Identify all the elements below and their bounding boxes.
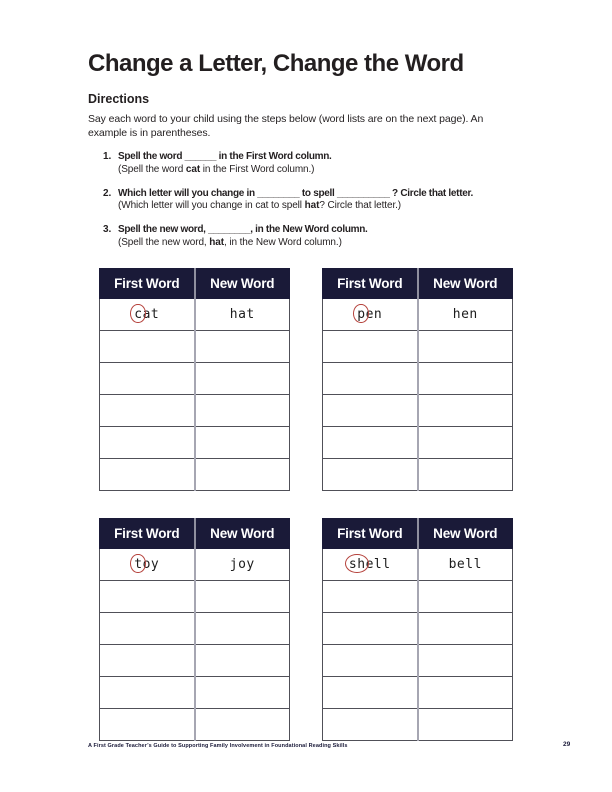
new-word-header: New Word — [418, 519, 513, 549]
directions-heading: Directions — [88, 92, 150, 106]
empty-new-word-cell — [418, 677, 513, 709]
table-row — [100, 613, 290, 645]
table-row — [100, 645, 290, 677]
empty-first-word-cell — [100, 363, 195, 395]
empty-new-word-cell — [195, 427, 290, 459]
footer-title: A First Grade Teacher’s Guide to Supporting Family Involvement in Foundational Reading Skills — [88, 743, 348, 749]
empty-first-word-cell — [323, 395, 418, 427]
first-word-cell — [100, 549, 195, 581]
empty-new-word-cell — [418, 709, 513, 741]
step-2-instruction: Which letter will you change in ________ to spell __________ ? Circle that letter. — [118, 187, 474, 199]
new-word-header: New Word — [418, 269, 513, 299]
empty-new-word-cell — [195, 395, 290, 427]
first-word-cell — [323, 549, 418, 581]
empty-first-word-cell — [323, 645, 418, 677]
step-1-number: 1. — [103, 151, 112, 162]
step-1-instruction: Spell the word ______ in the First Word column. — [118, 151, 332, 162]
empty-first-word-cell — [100, 677, 195, 709]
table-row — [323, 459, 513, 491]
new-word-cell: joy — [195, 549, 290, 581]
table-row — [100, 549, 290, 581]
first-word-header: First Word — [100, 519, 195, 549]
empty-new-word-cell — [418, 331, 513, 363]
circled-letter: t — [134, 557, 143, 572]
table-row — [323, 645, 513, 677]
table-row — [323, 331, 513, 363]
word-tables-grid — [99, 268, 513, 741]
new-word-cell: bell — [418, 549, 513, 581]
empty-new-word-cell — [418, 427, 513, 459]
first-word-header: First Word — [323, 269, 418, 299]
table-row — [323, 581, 513, 613]
table-header-row — [100, 519, 290, 549]
empty-new-word-cell — [195, 363, 290, 395]
empty-new-word-cell — [418, 395, 513, 427]
empty-first-word-cell — [100, 395, 195, 427]
empty-first-word-cell — [100, 645, 195, 677]
empty-new-word-cell — [195, 581, 290, 613]
intro-line-1: Say each word to your child using the steps below (word lists are on the next page). An — [88, 113, 484, 125]
step-3-number: 3. — [103, 224, 112, 235]
intro-paragraph — [88, 112, 538, 140]
circled-letters: sh — [348, 557, 366, 572]
empty-first-word-cell — [100, 427, 195, 459]
table-row — [100, 677, 290, 709]
empty-new-word-cell — [418, 363, 513, 395]
table-row — [100, 331, 290, 363]
empty-first-word-cell — [323, 363, 418, 395]
word-table-cat-hat — [99, 268, 290, 491]
new-word-header: New Word — [195, 519, 290, 549]
first-word-cell — [323, 299, 418, 331]
step-1-example — [118, 164, 332, 177]
page-title: Change a Letter, Change the Word — [88, 50, 464, 77]
empty-new-word-cell — [195, 677, 290, 709]
first-word-header: First Word — [323, 519, 418, 549]
table-row — [100, 709, 290, 741]
table-header-row — [323, 269, 513, 299]
word-rest: at — [142, 307, 160, 322]
empty-first-word-cell — [323, 677, 418, 709]
empty-new-word-cell — [195, 331, 290, 363]
table-row — [323, 299, 513, 331]
table-row — [100, 363, 290, 395]
new-word-header: New Word — [195, 269, 290, 299]
step-3-example — [118, 237, 368, 250]
table-row — [100, 427, 290, 459]
empty-new-word-cell — [418, 459, 513, 491]
step-3-example-word: hat — [209, 236, 224, 248]
table-row — [323, 363, 513, 395]
step-2-example-post: ? Circle that letter.) — [319, 200, 402, 211]
word-table-pen-hen — [322, 268, 513, 491]
empty-first-word-cell — [323, 581, 418, 613]
word-table-toy-joy — [99, 518, 290, 741]
empty-new-word-cell — [418, 581, 513, 613]
table-header-row — [323, 519, 513, 549]
empty-new-word-cell — [195, 645, 290, 677]
table-row — [100, 395, 290, 427]
table-row — [323, 427, 513, 459]
empty-new-word-cell — [418, 645, 513, 677]
empty-first-word-cell — [323, 613, 418, 645]
step-2-example — [118, 200, 473, 213]
table-row — [100, 299, 290, 331]
empty-first-word-cell — [323, 709, 418, 741]
empty-first-word-cell — [100, 709, 195, 741]
table-row — [323, 677, 513, 709]
table-header-row — [100, 269, 290, 299]
empty-new-word-cell — [195, 613, 290, 645]
word-table-shell-bell — [322, 518, 513, 741]
empty-first-word-cell — [100, 331, 195, 363]
table-row — [100, 459, 290, 491]
empty-new-word-cell — [195, 459, 290, 491]
step-2-example-word: hat — [304, 200, 320, 211]
step-1-example-post: in the First Word column.) — [200, 163, 315, 175]
first-word-cell — [100, 299, 195, 331]
step-3 — [103, 224, 543, 249]
page-number: 29 — [563, 741, 571, 748]
step-1-example-word: cat — [185, 163, 201, 175]
circled-letter: p — [357, 307, 366, 322]
circled-letter: c — [134, 307, 143, 322]
first-word-header: First Word — [100, 269, 195, 299]
empty-first-word-cell — [100, 613, 195, 645]
empty-first-word-cell — [323, 427, 418, 459]
step-3-example-pre: (Spell the new word, — [118, 236, 210, 248]
table-row — [323, 613, 513, 645]
word-rest: en — [365, 307, 383, 322]
table-row — [323, 709, 513, 741]
word-rest: ell — [365, 557, 391, 572]
step-3-example-post: , in the New Word column.) — [223, 236, 342, 248]
empty-first-word-cell — [323, 331, 418, 363]
step-1 — [103, 151, 543, 176]
intro-line-2: example is in parentheses. — [88, 127, 211, 139]
steps-list — [103, 151, 543, 261]
new-word-cell: hen — [418, 299, 513, 331]
step-2-example-pre: (Which letter will you change in cat to spell — [118, 200, 305, 211]
table-row — [323, 395, 513, 427]
step-1-example-pre: (Spell the word — [118, 163, 186, 175]
empty-new-word-cell — [195, 709, 290, 741]
empty-first-word-cell — [100, 581, 195, 613]
empty-new-word-cell — [418, 613, 513, 645]
word-rest: oy — [142, 557, 160, 572]
table-row — [100, 581, 290, 613]
empty-first-word-cell — [100, 459, 195, 491]
step-3-instruction: Spell the new word, ________, in the New Word column. — [118, 224, 368, 235]
step-2-number: 2. — [103, 187, 112, 199]
step-2 — [103, 188, 543, 213]
empty-first-word-cell — [323, 459, 418, 491]
new-word-cell: hat — [195, 299, 290, 331]
table-row — [323, 549, 513, 581]
